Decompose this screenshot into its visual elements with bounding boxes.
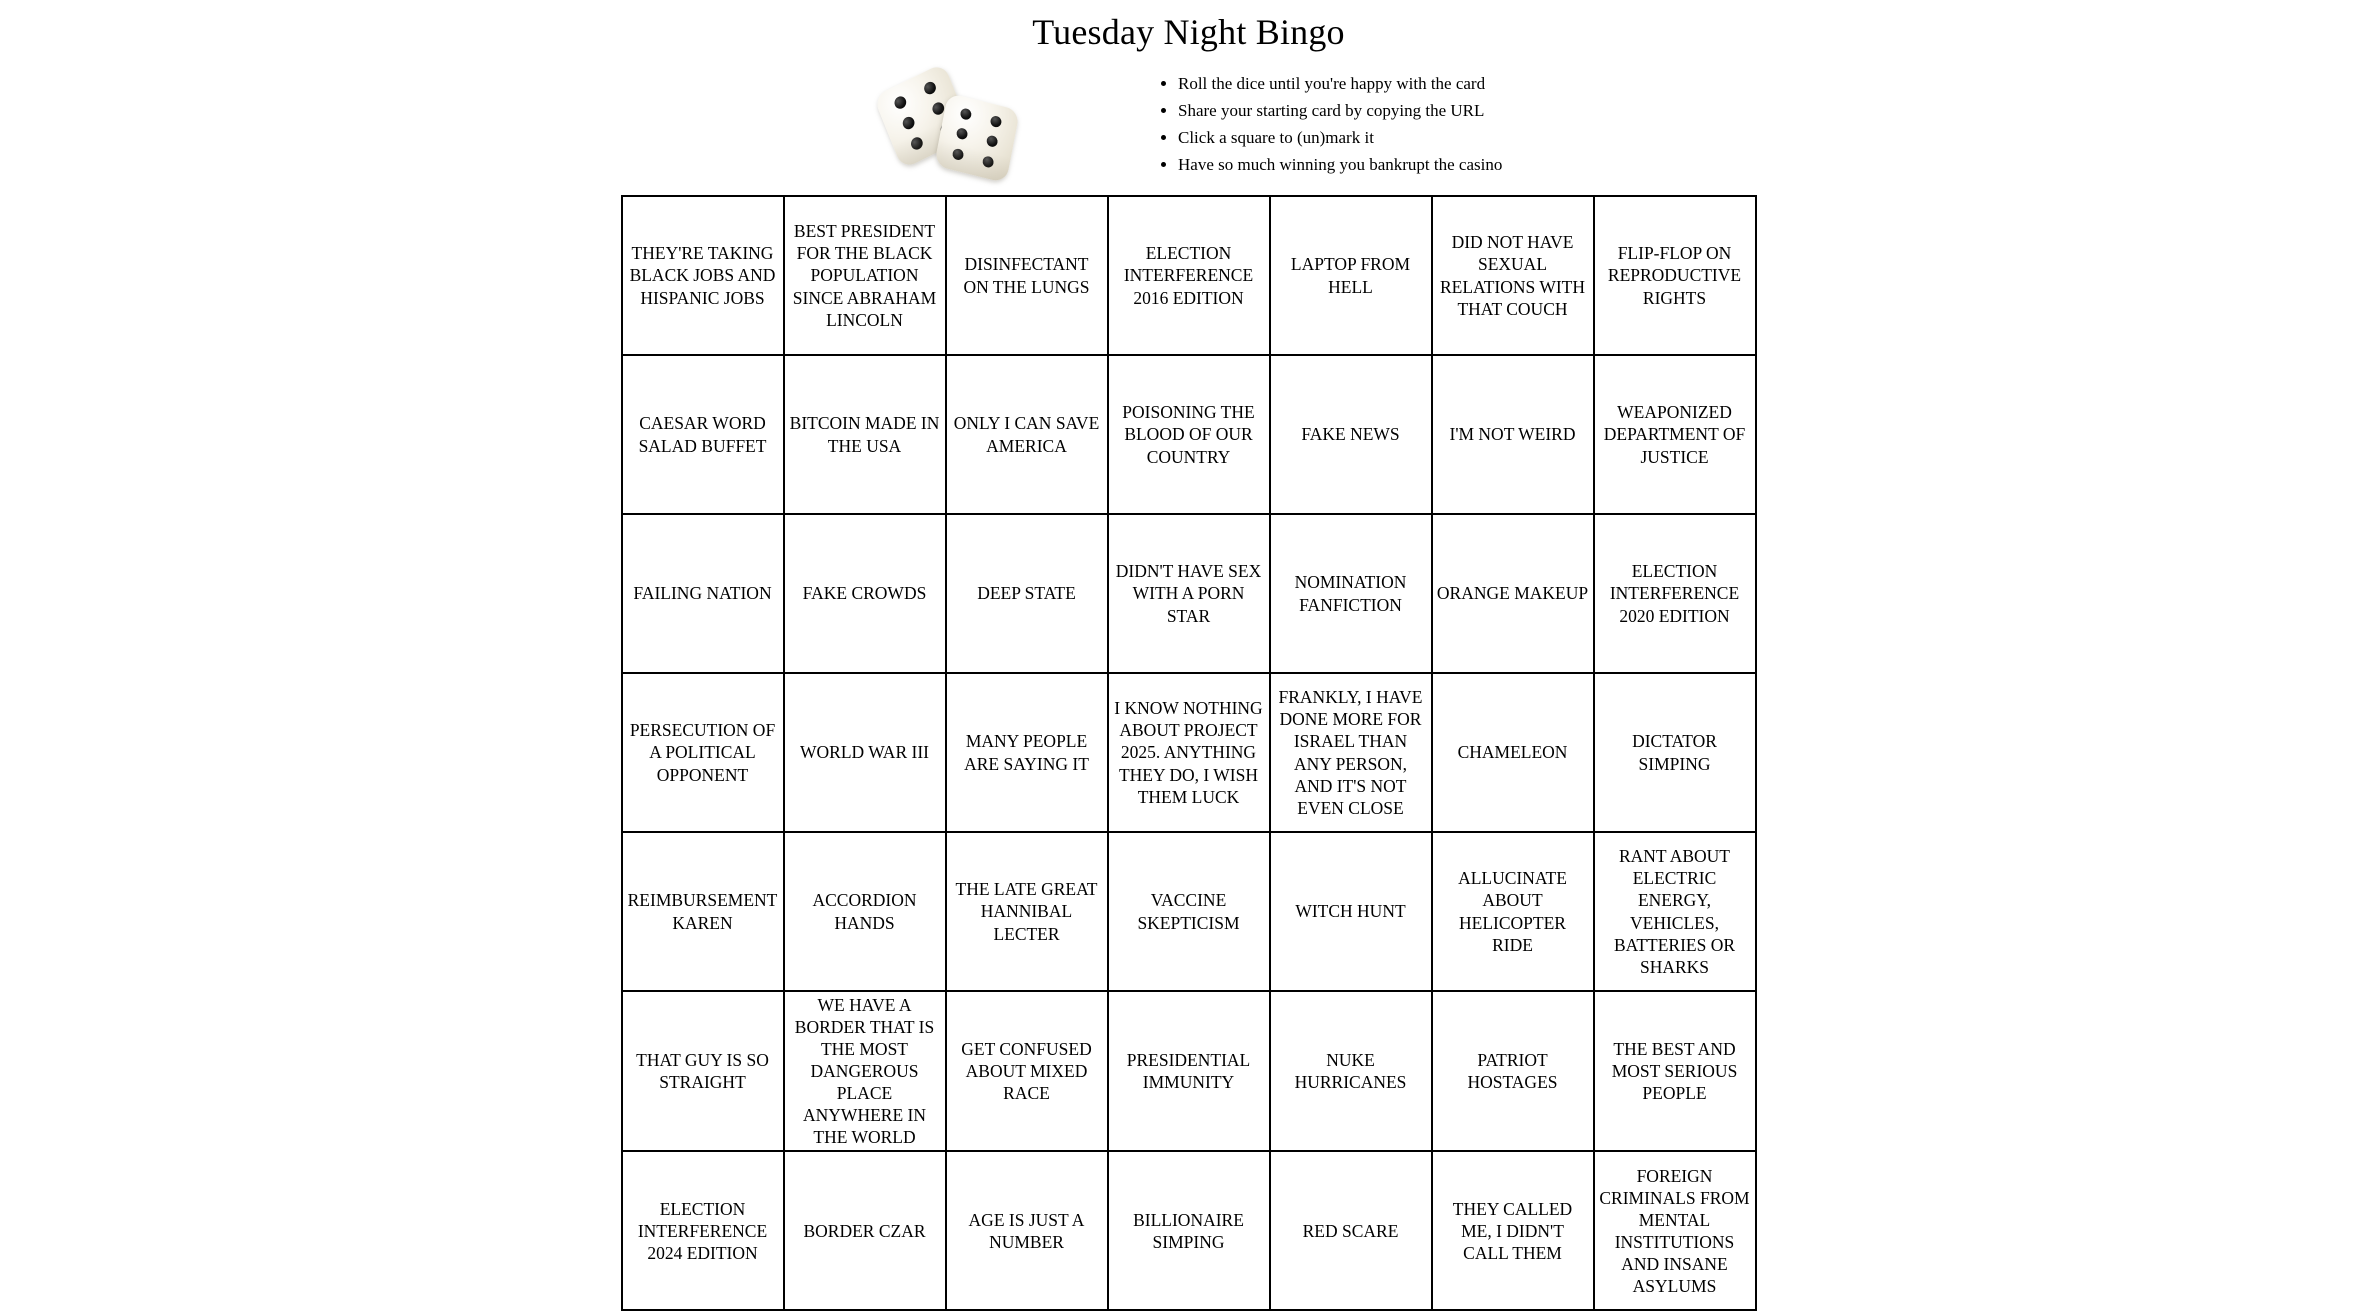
bingo-cell[interactable]: THE LATE GREAT HANNIBAL LECTER (946, 832, 1108, 991)
bingo-cell[interactable]: ONLY I CAN SAVE AMERICA (946, 355, 1108, 514)
dice-pair-icon[interactable] (878, 71, 1028, 176)
pip (909, 135, 924, 151)
bingo-cell[interactable]: AGE IS JUST A NUMBER (946, 1151, 1108, 1310)
bingo-board-body (622, 196, 1756, 1310)
bingo-cell[interactable]: VACCINE SKEPTICISM (1108, 832, 1270, 991)
bingo-cell[interactable]: FRANKLY, I HAVE DONE MORE FOR ISRAEL THAN ANY PERSON, AND IT'S NOT EVEN CLOSE (1270, 673, 1432, 832)
header-row (0, 71, 2377, 181)
bingo-cell[interactable]: CHAMELEON (1432, 673, 1594, 832)
bingo-cell[interactable]: DIDN'T HAVE SEX WITH A PORN STAR (1108, 514, 1270, 673)
bingo-cell[interactable]: RED SCARE (1270, 1151, 1432, 1310)
bingo-cell[interactable]: NUKE HURRICANES (1270, 991, 1432, 1151)
bingo-cell[interactable]: BILLIONAIRE SIMPING (1108, 1151, 1270, 1310)
bingo-cell[interactable]: LAPTOP FROM HELL (1270, 196, 1432, 355)
pip (986, 135, 999, 148)
bingo-row (622, 991, 1756, 1151)
bingo-cell[interactable]: NOMINATION FANFICTION (1270, 514, 1432, 673)
instruction-item: • Have so much winning you bankrupt the casino (1178, 152, 1502, 179)
bingo-cell[interactable]: MANY PEOPLE ARE SAYING IT (946, 673, 1108, 832)
bingo-cell[interactable]: BORDER CZAR (784, 1151, 946, 1310)
bingo-board (621, 195, 1757, 1311)
instructions-list (1156, 71, 1502, 178)
bingo-cell[interactable]: DID NOT HAVE SEXUAL RELATIONS WITH THAT COUCH (1432, 196, 1594, 355)
instruction-item: • Roll the dice until you're happy with the card (1178, 71, 1502, 98)
bingo-cell[interactable]: ELECTION INTERFERENCE 2024 EDITION (622, 1151, 784, 1310)
bingo-cell[interactable]: WE HAVE A BORDER THAT IS THE MOST DANGEROUS PLACE ANYWHERE IN THE WORLD (784, 991, 946, 1151)
instruction-item: • Click a square to (un)mark it (1178, 125, 1502, 152)
bingo-cell[interactable]: THEY'RE TAKING BLACK JOBS AND HISPANIC JOBS (622, 196, 784, 355)
bingo-cell[interactable]: RANT ABOUT ELECTRIC ENERGY, VEHICLES, BATTERIES OR SHARKS (1594, 832, 1756, 991)
bingo-cell[interactable]: THEY CALLED ME, I DIDN'T CALL THEM (1432, 1151, 1594, 1310)
bingo-cell[interactable]: ELECTION INTERFERENCE 2020 EDITION (1594, 514, 1756, 673)
bingo-cell[interactable]: BEST PRESIDENT FOR THE BLACK POPULATION SINCE ABRAHAM LINCOLN (784, 196, 946, 355)
bingo-row (622, 673, 1756, 832)
bingo-board-wrapper (0, 195, 2377, 1311)
bingo-row (622, 1151, 1756, 1310)
bingo-cell[interactable]: I KNOW NOTHING ABOUT PROJECT 2025. ANYTHING THEY DO, I WISH THEM LUCK (1108, 673, 1270, 832)
bingo-cell[interactable]: THAT GUY IS SO STRAIGHT (622, 991, 784, 1151)
bingo-cell[interactable]: REIMBURSEMENT KAREN (622, 832, 784, 991)
bingo-cell[interactable]: ELECTION INTERFERENCE 2016 EDITION (1108, 196, 1270, 355)
bingo-cell[interactable]: WEAPONIZED DEPARTMENT OF JUSTICE (1594, 355, 1756, 514)
bingo-cell[interactable]: PATRIOT HOSTAGES (1432, 991, 1594, 1151)
bingo-cell[interactable]: ALLUCINATE ABOUT HELICOPTER RIDE (1432, 832, 1594, 991)
instruction-item: • Share your starting card by copying the URL (1178, 98, 1502, 125)
bingo-cell[interactable]: FLIP-FLOP ON REPRODUCTIVE RIGHTS (1594, 196, 1756, 355)
bingo-row (622, 196, 1756, 355)
bingo-cell[interactable]: ACCORDION HANDS (784, 832, 946, 991)
bingo-row (622, 514, 1756, 673)
bingo-row (622, 355, 1756, 514)
pip (960, 107, 973, 120)
bingo-cell[interactable]: WORLD WAR III (784, 673, 946, 832)
bingo-cell[interactable]: FOREIGN CRIMINALS FROM MENTAL INSTITUTIONS AND INSANE ASYLUMS (1594, 1151, 1756, 1310)
bingo-cell[interactable]: FAKE CROWDS (784, 514, 946, 673)
bingo-cell[interactable]: FAILING NATION (622, 514, 784, 673)
bingo-cell[interactable]: POISONING THE BLOOD OF OUR COUNTRY (1108, 355, 1270, 514)
pip (901, 115, 916, 131)
bingo-cell[interactable]: GET CONFUSED ABOUT MIXED RACE (946, 991, 1108, 1151)
bingo-cell[interactable]: DICTATOR SIMPING (1594, 673, 1756, 832)
bingo-cell[interactable]: I'M NOT WEIRD (1432, 355, 1594, 514)
pip (956, 127, 969, 140)
bingo-cell[interactable]: DEEP STATE (946, 514, 1108, 673)
bingo-cell[interactable]: BITCOIN MADE IN THE USA (784, 355, 946, 514)
pip (982, 155, 995, 168)
bingo-cell[interactable]: FAKE NEWS (1270, 355, 1432, 514)
pip (990, 115, 1003, 128)
pip (952, 148, 965, 161)
bingo-cell[interactable]: WITCH HUNT (1270, 832, 1432, 991)
pip (892, 95, 907, 111)
bingo-cell[interactable]: THE BEST AND MOST SERIOUS PEOPLE (1594, 991, 1756, 1151)
bingo-row (622, 832, 1756, 991)
page-title: Tuesday Night Bingo (1032, 12, 1345, 52)
die-right-face (941, 100, 1013, 176)
bingo-cell[interactable]: PRESIDENTIAL IMMUNITY (1108, 991, 1270, 1151)
bingo-cell[interactable]: ORANGE MAKEUP (1432, 514, 1594, 673)
bingo-cell[interactable]: DISINFECTANT ON THE LUNGS (946, 196, 1108, 355)
bingo-cell[interactable]: CAESAR WORD SALAD BUFFET (622, 355, 784, 514)
bingo-cell[interactable]: PERSECUTION OF A POLITICAL OPPONENT (622, 673, 784, 832)
die-right[interactable] (934, 93, 1020, 184)
pip (922, 80, 937, 96)
